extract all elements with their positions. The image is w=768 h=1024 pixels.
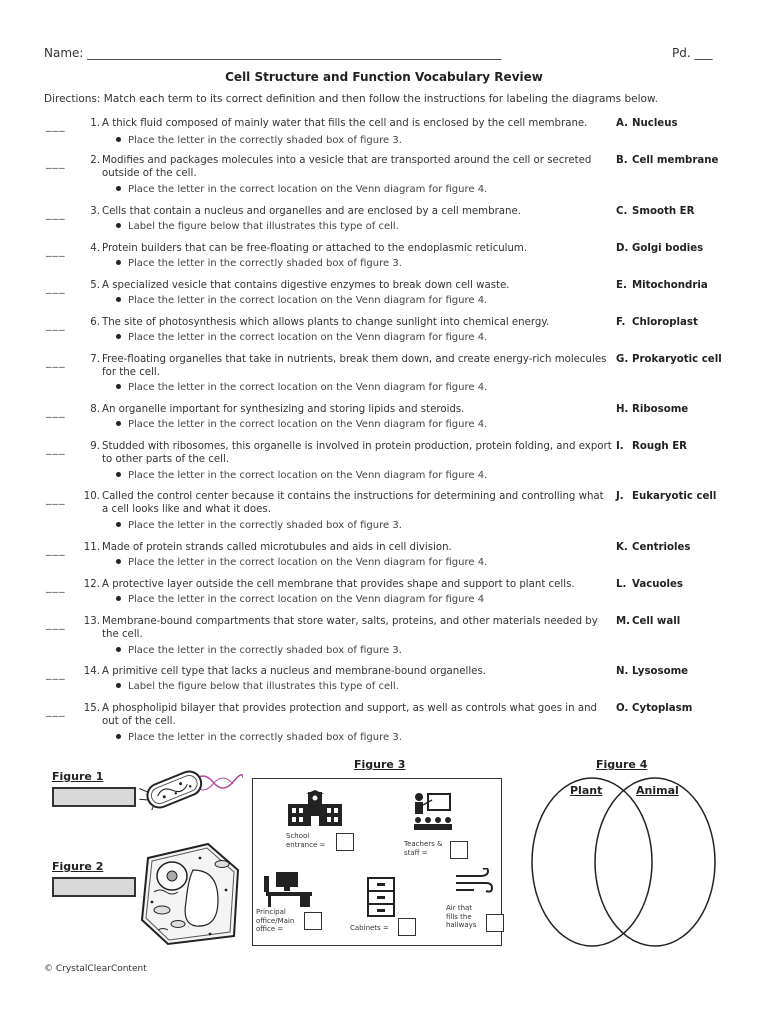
- name-field[interactable]: Name: _____________________________________________________________________: [44, 46, 502, 60]
- item-instruction-text: Label the figure below that illustrates this type of cell.: [128, 681, 399, 692]
- item-definition: Protein builders that can be free-floating or attached to the endoplasmic reticulum.: [102, 243, 528, 254]
- term-letter: L.: [616, 579, 627, 590]
- period-field[interactable]: Pd. ___: [672, 46, 713, 60]
- term-letter: K.: [616, 542, 628, 553]
- term: [616, 279, 708, 292]
- term-letter: G.: [616, 354, 629, 365]
- item-definition: An organelle important for synthesizing and storing lipids and steroids.: [102, 404, 465, 415]
- answer-blank[interactable]: ___: [46, 355, 66, 368]
- item-instruction-text: Label the figure below that illustrates this type of cell.: [128, 221, 399, 232]
- term-name: Prokaryotic cell: [632, 354, 722, 365]
- answer-blank[interactable]: ___: [46, 580, 66, 593]
- answer-blank[interactable]: ___: [46, 318, 66, 331]
- fig3-school-entrance-box[interactable]: [336, 833, 354, 851]
- bullet-icon: [116, 186, 121, 191]
- answer-blank[interactable]: ___: [46, 207, 66, 220]
- figure-2-label: Figure 2: [52, 860, 104, 873]
- item-definition: A phospholipid bilayer that provides protection and support, as well as controls what goes in and out of the cell.: [102, 703, 597, 727]
- item-number: 7.: [90, 354, 100, 365]
- fig3-school-entrance-label: School entrance =: [286, 832, 326, 849]
- item-number: 1.: [90, 118, 100, 129]
- term: [616, 353, 722, 366]
- item-definition: A protective layer outside the cell membrane that provides shape and support to plant cells.: [102, 579, 575, 590]
- term-letter: A.: [616, 118, 628, 129]
- bullet-icon: [116, 137, 121, 142]
- term-name: Cell membrane: [632, 155, 719, 166]
- item-definition: A primitive cell type that lacks a nucleus and membrane-bound organelles.: [102, 666, 487, 677]
- school-building-icon: [286, 790, 344, 828]
- item-number: 6.: [90, 317, 100, 328]
- fig3-cabinets-label: Cabinets =: [350, 924, 389, 932]
- item-instruction-text: Place the letter in the correctly shaded box of figure 3.: [128, 258, 402, 269]
- item-instruction-text: Place the letter in the correct location on the Venn diagram for figure 4.: [128, 382, 488, 393]
- item-definition: A specialized vesicle that contains digestive enzymes to break down cell waste.: [102, 280, 510, 291]
- item-instruction: [116, 644, 616, 657]
- venn-plant-label: Plant: [570, 784, 603, 797]
- bullet-icon: [116, 384, 121, 389]
- item-instruction-text: Place the letter in the correctly shaded box of figure 3.: [128, 520, 402, 531]
- term-letter: E.: [616, 280, 627, 291]
- bullet-icon: [116, 297, 121, 302]
- term-name: Smooth ER: [632, 206, 695, 217]
- answer-blank[interactable]: ___: [46, 156, 66, 169]
- venn-diagram[interactable]: [520, 774, 748, 954]
- item-instruction-text: Place the letter in the correct location on the Venn diagram for figure 4.: [128, 184, 488, 195]
- term: [616, 205, 694, 218]
- term-name: Cell wall: [632, 616, 681, 627]
- answer-blank[interactable]: ___: [46, 617, 66, 630]
- item-number: 5.: [90, 280, 100, 291]
- item-instruction: [116, 134, 616, 147]
- term-name: Golgi bodies: [632, 243, 704, 254]
- figure-1-answer-box[interactable]: [52, 787, 136, 807]
- item-instruction: [116, 731, 616, 744]
- item-number: 9.: [90, 441, 100, 452]
- term-letter: D.: [616, 243, 629, 254]
- item-number: 15.: [83, 703, 100, 714]
- item-instruction-text: Place the letter in the correct location on the Venn diagram for figure 4.: [128, 557, 488, 568]
- term-name: Chloroplast: [632, 317, 698, 328]
- wind-icon: [454, 868, 494, 896]
- bullet-icon: [116, 260, 121, 265]
- term-letter: N.: [616, 666, 629, 677]
- term-letter: B.: [616, 155, 628, 166]
- term: [616, 440, 687, 453]
- item-definition: Studded with ribosomes, this organelle is involved in protein production, protein folding, and export to other parts of the cell.: [102, 441, 612, 465]
- term-letter: O.: [616, 703, 629, 714]
- bullet-icon: [116, 683, 121, 688]
- figure-2-answer-box[interactable]: [52, 877, 136, 897]
- cabinet-icon: [366, 876, 396, 918]
- item-definition: Cells that contain a nucleus and organelles and are enclosed by a cell membrane.: [102, 206, 521, 217]
- bullet-icon: [116, 334, 121, 339]
- bullet-icon: [116, 472, 121, 477]
- answer-blank[interactable]: ___: [46, 543, 66, 556]
- bullet-icon: [116, 734, 121, 739]
- item-instruction: [116, 469, 616, 482]
- item-instruction-text: Place the letter in the correctly shaded box of figure 3.: [128, 732, 402, 743]
- answer-blank[interactable]: ___: [46, 405, 66, 418]
- bullet-icon: [116, 421, 121, 426]
- fig3-air-hallways-box[interactable]: [486, 914, 504, 932]
- office-desk-icon: [262, 868, 316, 908]
- item-number: 11.: [83, 542, 100, 553]
- figure-4-label: Figure 4: [596, 758, 648, 771]
- fig3-teachers-staff-label: Teachers & staff =: [404, 840, 443, 857]
- item-definition: Called the control center because it contains the instructions for determining and controlling what a cell looks like and what it does.: [102, 491, 604, 515]
- figure-1-label: Figure 1: [52, 770, 104, 783]
- term-letter: C.: [616, 206, 628, 217]
- item-instruction-text: Place the letter in the correct location on the Venn diagram for figure 4: [128, 594, 485, 605]
- item-number: 10.: [83, 491, 100, 502]
- term-name: Cytoplasm: [632, 703, 693, 714]
- item-instruction: [116, 331, 616, 344]
- page-title: Cell Structure and Function Vocabulary Review: [225, 70, 543, 84]
- item-number: 13.: [83, 616, 100, 627]
- item-instruction: [116, 519, 616, 532]
- term: [616, 578, 683, 591]
- item-instruction: [116, 680, 616, 693]
- answer-blank[interactable]: ___: [46, 667, 66, 680]
- term: [616, 665, 688, 678]
- bullet-icon: [116, 647, 121, 652]
- term: [616, 154, 718, 167]
- item-instruction: [116, 381, 616, 394]
- item-number: 3.: [90, 206, 100, 217]
- bullet-icon: [116, 522, 121, 527]
- term: [616, 117, 678, 130]
- item-instruction: [116, 418, 616, 431]
- item-definition: Free-floating organelles that take in nutrients, break them down, and create energy-rich molecules for the cell.: [102, 354, 607, 378]
- plant-cell-icon: [138, 840, 244, 948]
- item-instruction: [116, 183, 616, 196]
- venn-animal-label: Animal: [636, 784, 679, 797]
- fig3-cabinets-box[interactable]: [398, 918, 416, 936]
- term-name: Nucleus: [632, 118, 678, 129]
- item-number: 12.: [83, 579, 100, 590]
- fig3-principal-office-box[interactable]: [304, 912, 322, 930]
- answer-blank[interactable]: ___: [46, 492, 66, 505]
- figure-3-label: Figure 3: [354, 758, 406, 771]
- item-number: 4.: [90, 243, 100, 254]
- bullet-icon: [116, 596, 121, 601]
- bullet-icon: [116, 223, 121, 228]
- term-letter: M.: [616, 616, 631, 627]
- item-instruction-text: Place the letter in the correct location on the Venn diagram for figure 4.: [128, 295, 488, 306]
- fig3-air-hallways-label: Air that fills the hallways: [446, 904, 477, 929]
- term-name: Eukaryotic cell: [632, 491, 717, 502]
- answer-blank[interactable]: ___: [46, 442, 66, 455]
- bacterium-icon: [138, 760, 243, 810]
- term-name: Mitochondria: [632, 280, 708, 291]
- term-letter: H.: [616, 404, 629, 415]
- item-instruction: [116, 220, 616, 233]
- item-definition: Made of protein strands called microtubules and aids in cell division.: [102, 542, 452, 553]
- item-instruction: [116, 294, 616, 307]
- term-name: Centrioles: [632, 542, 691, 553]
- term-name: Rough ER: [632, 441, 687, 452]
- term-letter: F.: [616, 317, 626, 328]
- term-name: Vacuoles: [632, 579, 683, 590]
- term-letter: I.: [616, 441, 624, 452]
- answer-blank[interactable]: ___: [46, 281, 66, 294]
- term: [616, 541, 691, 554]
- item-definition: The site of photosynthesis which allows plants to change sunlight into chemical energy.: [102, 317, 550, 328]
- answer-blank[interactable]: ___: [46, 704, 66, 717]
- item-instruction-text: Place the letter in the correct location on the Venn diagram for figure 4.: [128, 419, 488, 430]
- item-number: 8.: [90, 404, 100, 415]
- term: [616, 615, 680, 628]
- item-instruction-text: Place the letter in the correctly shaded box of figure 3.: [128, 645, 402, 656]
- item-definition: Modifies and packages molecules into a vesicle that are transported around the cell or secreted outside of the cell.: [102, 155, 592, 179]
- bullet-icon: [116, 559, 121, 564]
- item-instruction-text: Place the letter in the correct location on the Venn diagram for figure 4.: [128, 470, 488, 481]
- item-instruction: [116, 257, 616, 270]
- term: [616, 403, 688, 416]
- fig3-principal-office-label: Principal office/Main office =: [256, 908, 295, 933]
- directions: Directions: Match each term to its correct definition and then follow the instructions for labeling the diagrams below.: [44, 93, 658, 105]
- term: [616, 242, 703, 255]
- answer-blank[interactable]: ___: [46, 119, 66, 132]
- item-instruction: [116, 556, 616, 569]
- answer-blank[interactable]: ___: [46, 244, 66, 257]
- term-name: Ribosome: [632, 404, 689, 415]
- fig3-teachers-staff-box[interactable]: [450, 841, 468, 859]
- term: [616, 702, 692, 715]
- term: [616, 490, 716, 503]
- item-number: 14.: [83, 666, 100, 677]
- item-number: 2.: [90, 155, 100, 166]
- item-definition: Membrane-bound compartments that store water, salts, proteins, and other materials needed by the cell.: [102, 616, 598, 640]
- term-letter: J.: [616, 491, 624, 502]
- item-instruction-text: Place the letter in the correctly shaded box of figure 3.: [128, 135, 402, 146]
- term-name: Lysosome: [632, 666, 689, 677]
- footer-copyright: © CrystalClearContent: [44, 964, 147, 974]
- item-definition: A thick fluid composed of mainly water that fills the cell and is enclosed by the cell membrane.: [102, 118, 588, 129]
- item-instruction-text: Place the letter in the correct location on the Venn diagram for figure 4.: [128, 332, 488, 343]
- item-instruction: [116, 593, 616, 606]
- teacher-classroom-icon: [410, 790, 454, 832]
- term: [616, 316, 698, 329]
